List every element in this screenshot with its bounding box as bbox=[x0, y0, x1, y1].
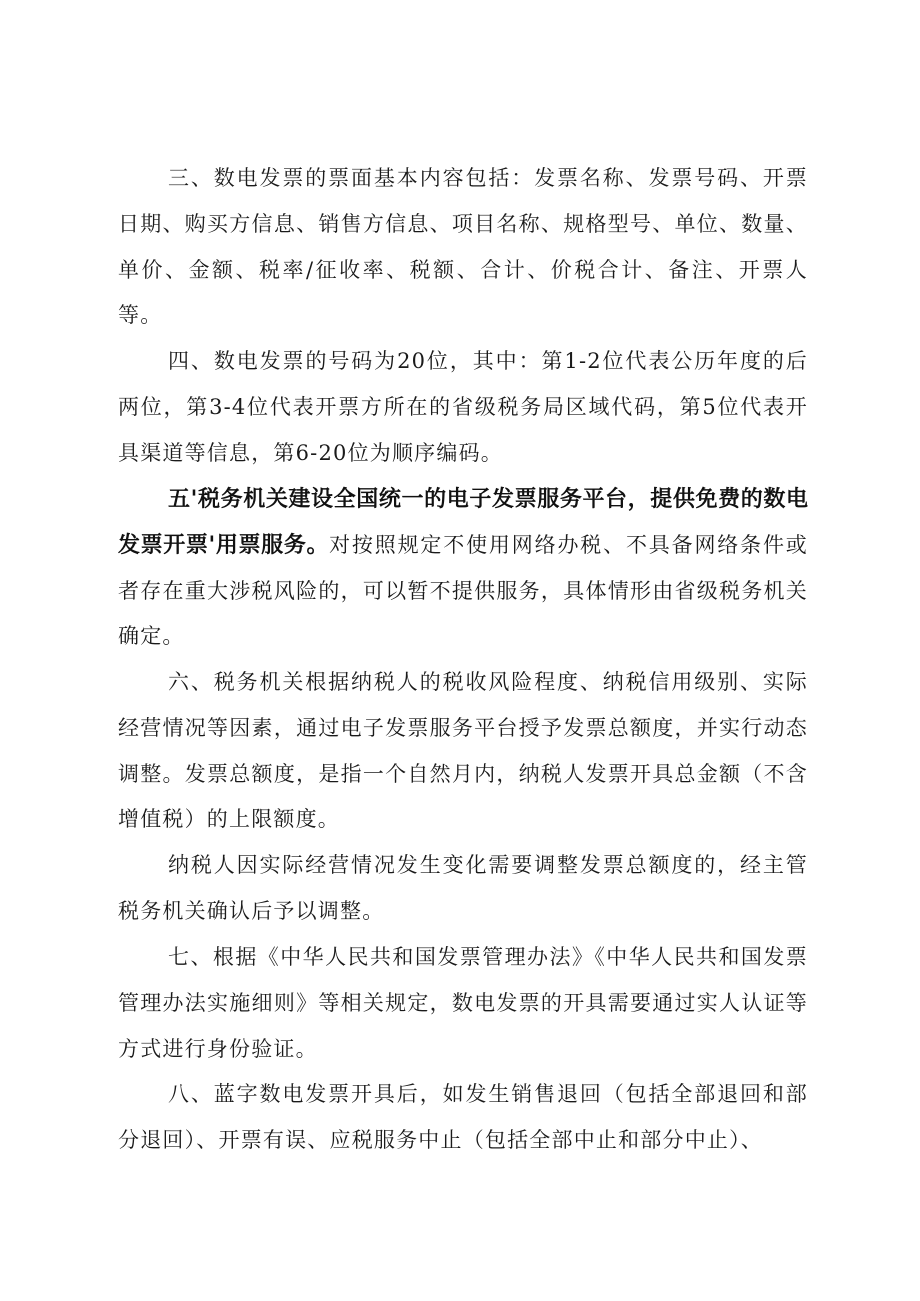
paragraph-text: 六、税务机关根据纳税人的税收风险程度、纳税信用级别、实际经营情况等因素，通过电子发票服务平台授予发票总额度，并实行动态调整。发票总额度，是指一个自然月内，纳税人发票开具总金额（不含增值税）的上限额度。 bbox=[118, 670, 808, 832]
paragraph-section-4 bbox=[118, 339, 808, 476]
paragraph-section-8 bbox=[118, 1072, 808, 1164]
paragraph-section-7 bbox=[118, 935, 808, 1072]
paragraph-section-5 bbox=[118, 477, 808, 660]
paragraph-text: 纳税人因实际经营情况发生变化需要调整发票总额度的，经主管税务机关确认后予以调整。 bbox=[118, 853, 808, 923]
paragraph-section-6-adjust bbox=[118, 843, 808, 935]
paragraph-text: 四、数电发票的号码为20位，其中：第1-2位代表公历年度的后两位，第3-4位代表开票方所在的省级税务局区域代码，第5位代表开具渠道等信息，第6-20位为顺序编码。 bbox=[118, 349, 808, 465]
paragraph-text: 对按照规定不使用网络办税、不具备网络条件或者存在重大涉税风险的，可以暂不提供服务，具体情形由省级税务机关确定。 bbox=[118, 532, 808, 649]
paragraph-text: 八、蓝字数电发票开具后，如发生销售退回（包括全部退回和部分退回）、开票有误、应税服务中止（包括全部中止和部分中止）、 bbox=[118, 1082, 808, 1152]
paragraph-text: 三、数电发票的票面基本内容包括：发票名称、发票号码、开票日期、购买方信息、销售方信息、项目名称、规格型号、单位、数量、单价、金额、税率/征收率、税额、合计、价税合计、备注、开票人等。 bbox=[118, 166, 808, 328]
paragraph-section-6 bbox=[118, 660, 808, 843]
paragraph-bold-lead: 五'税务机关建设全国统一的电子发票服务平台，提供免费的数电发票开票'用票服务。 bbox=[118, 487, 808, 558]
paragraph-section-3 bbox=[118, 156, 808, 339]
paragraph-text: 七、根据《中华人民共和国发票管理办法》《中华人民共和国发票管理办法实施细则》等相关规定，数电发票的开具需要通过实人认证等方式进行身份验证。 bbox=[118, 945, 808, 1061]
